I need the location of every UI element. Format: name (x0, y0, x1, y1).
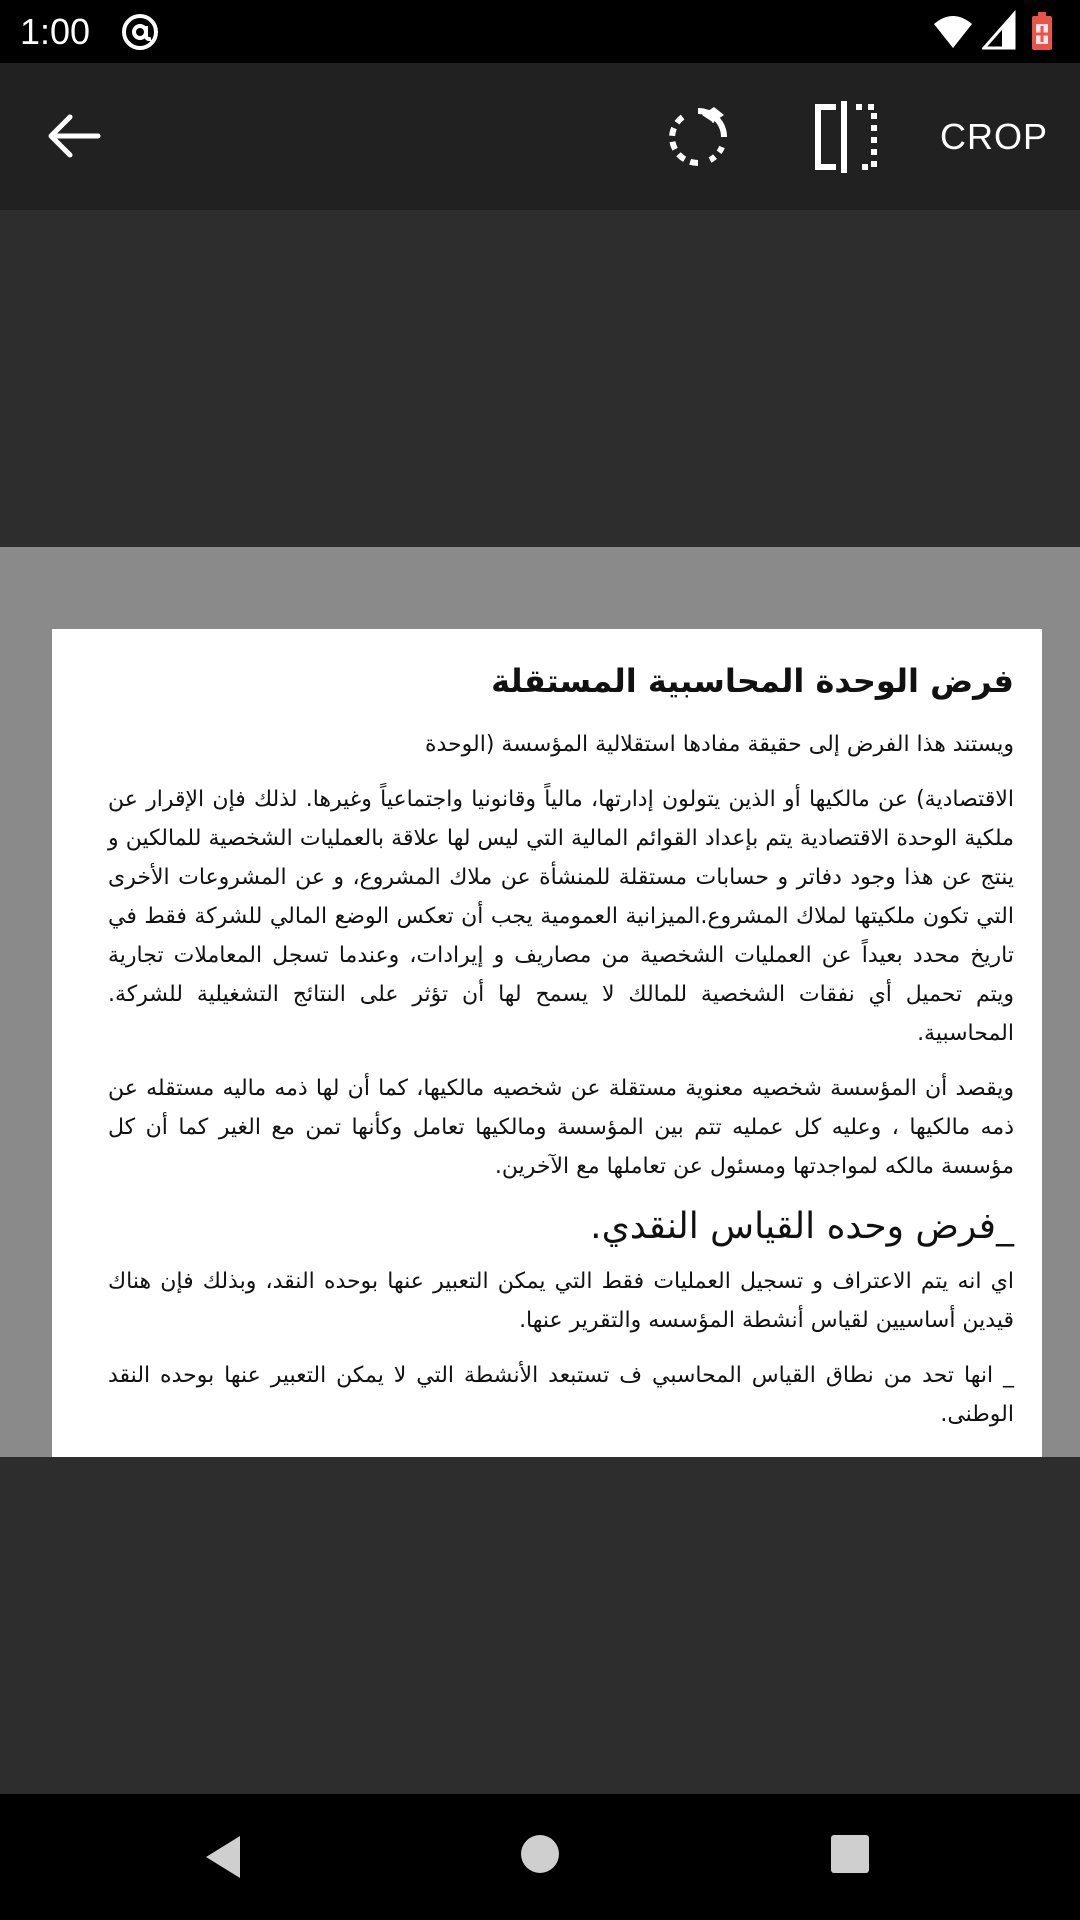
rotate-icon[interactable] (662, 101, 734, 173)
nav-home-icon[interactable] (518, 1832, 562, 1876)
document-image (52, 629, 1042, 1457)
document-paragraph: اي انه يتم الاعتراف و تسجيل العمليات فقط التي يمكن التعبير عنها بوحده النقد، وبذلك فإن هناك قيدين أساسيين لقياس أنشطة المؤسسه والتقرير عنها. (108, 1269, 1014, 1333)
nav-recent-apps-icon[interactable] (828, 1832, 872, 1876)
document-paragraph: الاقتصادية) عن مالكيها أو الذين يتولون إدارتها، مالياً وقانونيا واجتماعياً وغيرها. لذلك فإن الإقرار عن ملكية الوحدة الاقتصادية يتم بإعداد القوائم المالية التي ليس لها علاقة بالعمليات الشخصية للمالكين و ينتج عن هذا وجود دفاتر و حسابات مستقلة للمنشأة عن ملاك المشروع، و عن المشروعات الأخرى التي تكون ملكيتها لملاك المشروع.الميزانية العمومية يجب أن تعكس الوضع المالي للشركة فقط في تاريخ محدد بعيداً عن العمليات الشخصية من مصاريف و إيرادات، وعندما تسجل المعاملات تجارية ويتم تحميل أي نفقات الشخصية للمالك لا يسمح لها أن تؤثر على النتائج التشغيلية للشركة. المحاسبية. (108, 787, 1014, 1046)
wifi-icon (932, 10, 974, 54)
document-paragraph: ويقصد أن المؤسسة شخصيه معنوية مستقلة عن شخصيه مالكيها، كما أن لها ذمه ماليه مستقله عن ذمه مالكيها ، وعليه كل عمليه تتم بين المؤسسة ومالكيها تعامل وكأنها تمن مع الغير كما أن كل مؤسسة مالكه لمواجدتها ومسئول عن تعاملها مع الآخرين. (108, 1076, 1014, 1179)
document-title: فرض الوحدة المحاسبية المستقلة (491, 662, 1014, 700)
document-heading: _فرض وحده القياس النقدي. (590, 1206, 1014, 1247)
status-time: 1:00 (20, 11, 91, 52)
document-content (108, 659, 1014, 1450)
nav-back-icon[interactable] (200, 1832, 250, 1882)
arrow-back-icon[interactable] (40, 103, 106, 169)
mirror-flip-icon[interactable] (808, 99, 884, 175)
battery-icon (1030, 10, 1054, 54)
navigation-bar (0, 1794, 1080, 1920)
crop-image-area[interactable] (0, 547, 1080, 1457)
canvas-background-bottom (0, 1457, 1080, 1794)
toolbar (0, 63, 1080, 210)
status-icons (932, 10, 1062, 54)
crop-button[interactable]: CROP (939, 116, 1048, 157)
status-bar (0, 0, 1080, 63)
document-paragraph: ويستند هذا الفرض إلى حقيقة مفادها استقلالية المؤسسة (الوحدة (424, 732, 1014, 757)
document-paragraph: _ انها تحد من نطاق القياس المحاسبي ف تستبعد الأنشطة التي لا يمكن التعبير عنها بوحده النقد الوطنى. (108, 1363, 1014, 1427)
at-sign-icon (120, 12, 160, 52)
canvas-background-top (0, 210, 1080, 547)
cell-signal-icon (982, 10, 1016, 54)
